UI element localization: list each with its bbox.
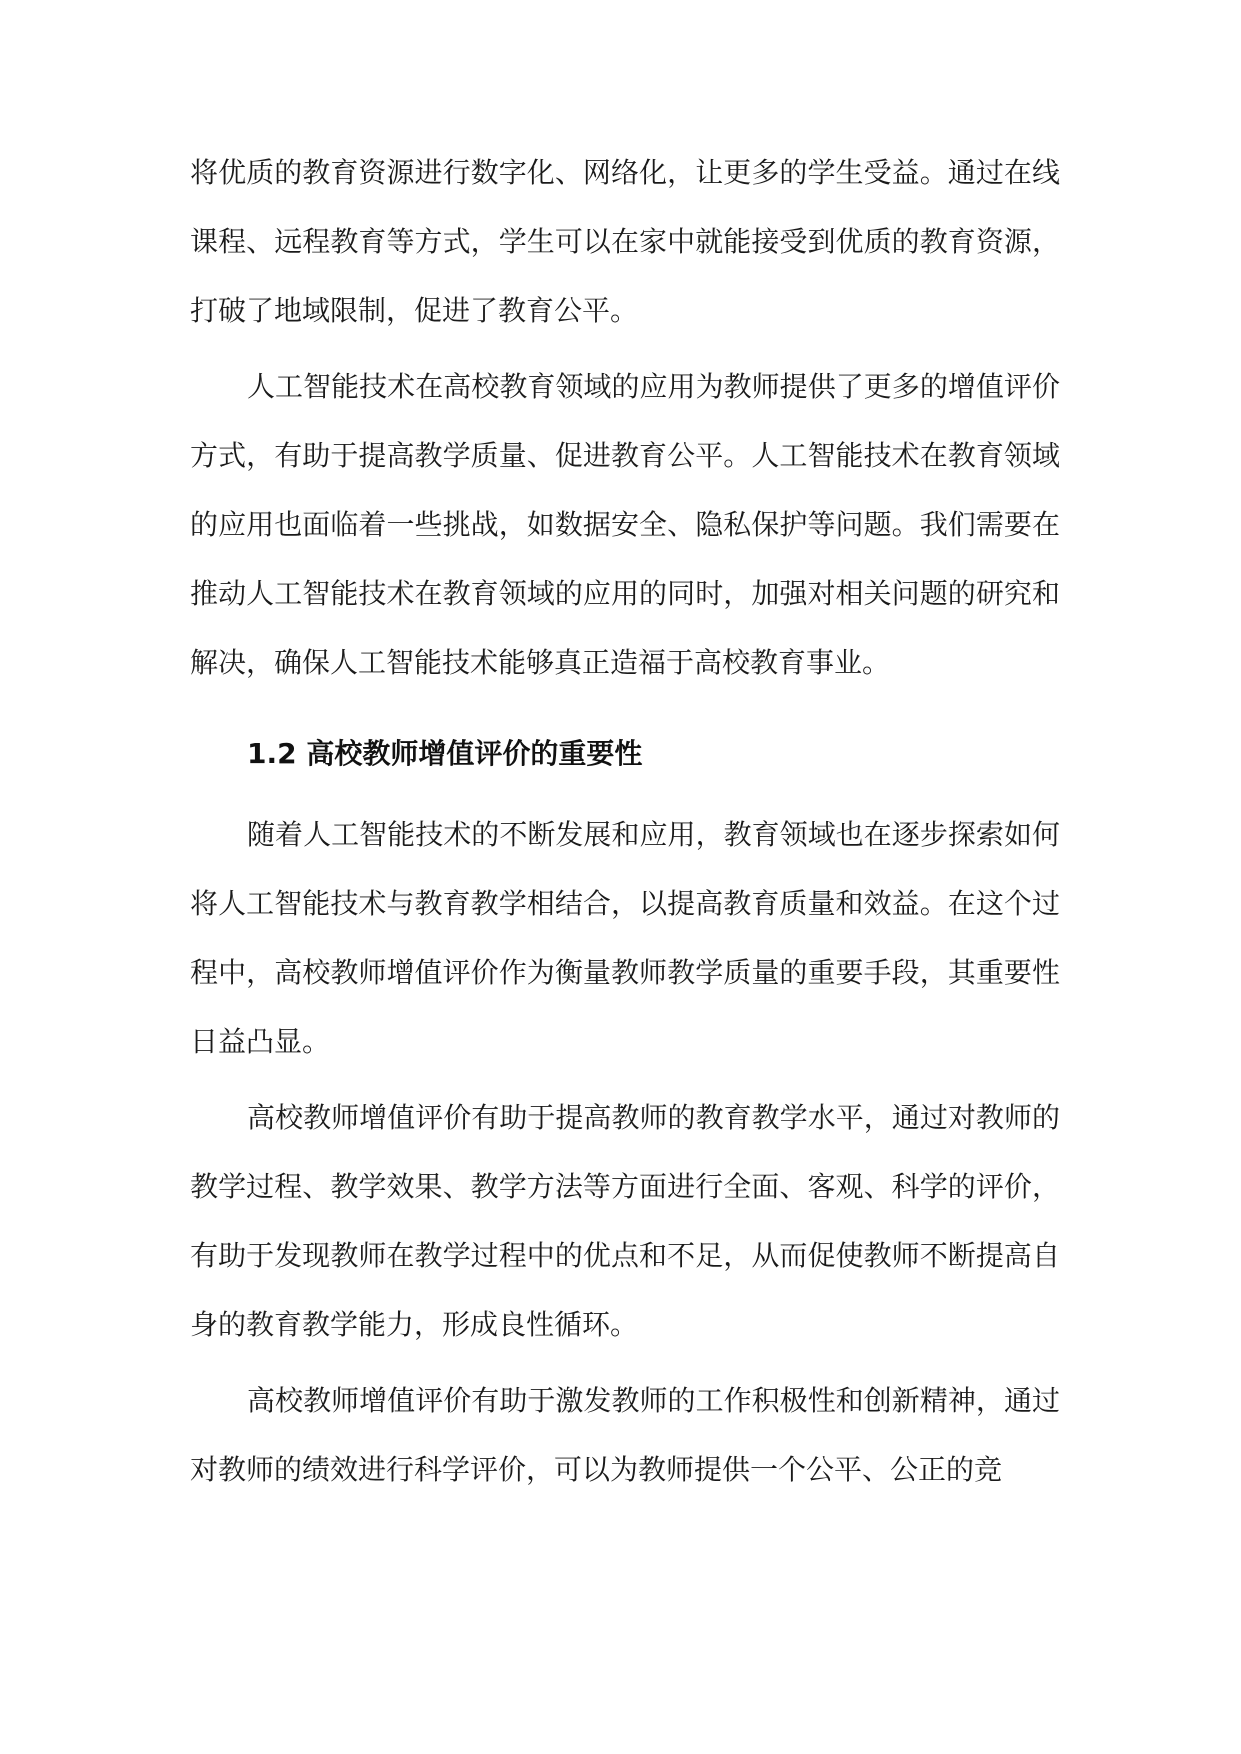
document-body [190,138,1060,1511]
paragraph-importance-intro: 随着人工智能技术的不断发展和应用，教育领域也在逐步探索如何将人工智能技术与教育教学相结合，以提高教育质量和效益。在这个过程中，高校教师增值评价作为衡量教师教学质量的重要手段，其重要性日益凸显。 [190,818,1060,1058]
paragraph-teaching-level: 高校教师增值评价有助于提高教师的教育教学水平，通过对教师的教学过程、教学效果、教学方法等方面进行全面、客观、科学的评价，有助于发现教师在教学过程中的优点和不足，从而促使教师不断提高自身的教育教学能力，形成良性循环。 [190,1101,1060,1341]
paragraph-motivation: 高校教师增值评价有助于激发教师的工作积极性和创新精神，通过对教师的绩效进行科学评价，可以为教师提供一个公平、公正的竞 [190,1384,1060,1486]
section-heading: 1.2 高校教师增值评价的重要性 [247,737,643,770]
paragraph-continuation: 将优质的教育资源进行数字化、网络化，让更多的学生受益。通过在线课程、远程教育等方式，学生可以在家中就能接受到优质的教育资源，打破了地域限制，促进了教育公平。 [190,156,1060,327]
paragraph-ai-applications: 人工智能技术在高校教育领域的应用为教师提供了更多的增值评价方式，有助于提高教学质量、促进教育公平。人工智能技术在教育领域的应用也面临着一些挑战，如数据安全、隐私保护等问题。我们需要在推动人工智能技术在教育领域的应用的同时，加强对相关问题的研究和解决，确保人工智能技术能够真正造福于高校教育事业。 [190,370,1060,679]
